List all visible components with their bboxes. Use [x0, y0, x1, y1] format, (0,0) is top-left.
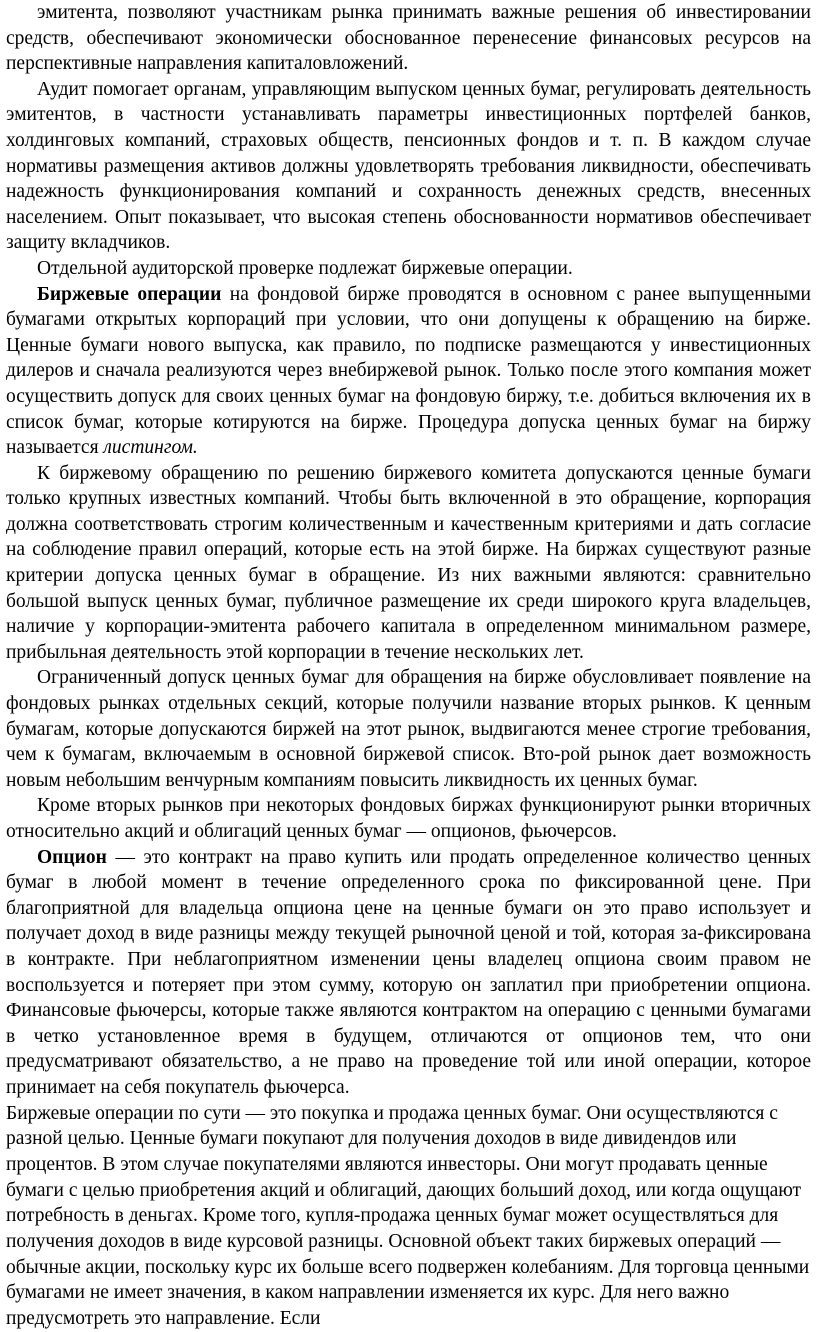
- paragraph-exchange-purpose: Биржевые операции по сути — это покупка и продажа ценных бумаг. Они осуществляются с разной целью. Ценные бумаги покупают для получения доходов в виде дивидендов или процентов. В этом случае покупателями являются инвесторы. Они могут продавать ценные бумаги с целью приобретения акций и облигаций, дающих больший доход, или когда ощущают потребность в деньгах. Кроме того, купля-продажа ценных бумаг может осуществляться для получения доходов в виде курсовой разницы. Основной объект таких биржевых операций — обычные акции, поскольку курс их больше всего подвержен колебаниям. Для торговца ценными бумагами не имеет значения, в каком направлении изменяется их курс. Для него важно предусмотреть это направление. Если: [6, 1102, 810, 1330]
- term-listing: листингом.: [103, 437, 198, 459]
- paragraph-option-body: — это контракт на право купить или продать определенное количество ценных бумаг в любой момент в течение определенного срока по фиксированной цене. При благоприятной для владельца опциона цене на ценные бумаги он это право использует и получает доход в виде разницы между текущей рыночной ценой и той, которая за-фиксирована в контракте. При неблагоприятном изменении цены владелец опциона своим правом не воспользуется и потеряет при этом сумму, которую он заплатил при приобретении опциона. Финансовые фьючерсы, которые также являются контрактом на операцию с ценными бумагами в четко установленное время в будущем, отличаются от опционов тем, что они предусматривают обязательство, а не право на проведение той или иной операции, которое принимает на себя покупатель фьючерса.: [6, 846, 811, 1098]
- paragraph-admission-criteria: К биржевому обращению по решению биржевого комитета допускаются ценные бумаги только крупных известных компаний. Чтобы быть включенной в это обращение, корпорация должна соответствовать строгим количественным и качественным критериями и дать согласие на соблюдение правил операций, которые есть на этой бирже. На биржах существуют разные критерии допуска ценных бумаг в обращение. Из них важными являются: сравнительно большой выпуск ценных бумаг, публичное размещение их среди широкого круга владельцев, наличие у корпорации-эмитента рабочего капитала в определенном минимальном размере, прибыльная деятельность этой корпорации в течение нескольких лет.: [6, 462, 811, 663]
- paragraph-continuation: эмитента, позволяют участникам рынка принимать важные решения об инвестировании средств, обеспечивают экономически обоснованное перенесение финансовых ресурсов на перспективные направления капиталовложений.: [6, 2, 811, 75]
- paragraph-audit-regulation: Аудит помогает органам, управляющим выпуском ценных бумаг, регулировать деятельность эмитентов, в частности устанавливать параметры инвестиционных портфелей банков, холдинговых компаний, страховых обществ, пенсионных фондов и т. п. В каждом случае нормативы размещения активов должны удовлетворять требования ликвидности, обеспечивать надежность функционирования компаний и сохранность денежных средств, внесенных населением. Опыт показывает, что высокая степень обоснованности нормативов обеспечивает защиту вкладчиков.: [6, 78, 811, 254]
- paragraph-exchange-operations-body: на фондовой бирже проводятся в основном с ранее выпущенными бумагами открытых корпораций при условии, что они допущены к обращению на бирже. Ценные бумаги нового выпуска, как правило, по подписке размещаются у инвестиционных дилеров и сначала реализуются через внебиржевой рынок. Только после этого компания может осуществить допуск для своих ценных бумаг на фондовую биржу, т.е. добиться включения их в список бумаг, которые котируются на бирже. Процедура допуска ценных бумаг на биржу называется: [6, 283, 811, 459]
- paragraph-exchange-operations: [6, 282, 811, 461]
- paragraph-derivatives-markets: Кроме вторых рынков при некоторых фондовых биржах функционируют рынки вторичных относительно акций и облигаций ценных бумаг — опционов, фьючерсов.: [6, 795, 811, 842]
- paragraph-second-markets: Ограниченный допуск ценных бумаг для обращения на бирже обусловливает появление на фондовых рынках отдельных секций, которые получили название вторых рынков. К ценным бумагам, которые допускаются биржей на этот рынок, выдвигаются менее строгие требования, чем к бумагам, включаемым в основной биржевой список. Вто-рой рынок дает возможность новым небольшим венчурным компаниям повысить ликвидность их ценных бумаг.: [6, 667, 811, 791]
- term-exchange-operations: Биржевые операции: [37, 283, 222, 305]
- paragraph-option-definition: [6, 845, 811, 1101]
- paragraph-exchange-audit: Отдельной аудиторской проверке подлежат биржевые операции.: [37, 257, 573, 279]
- term-option: Опцион: [37, 846, 107, 868]
